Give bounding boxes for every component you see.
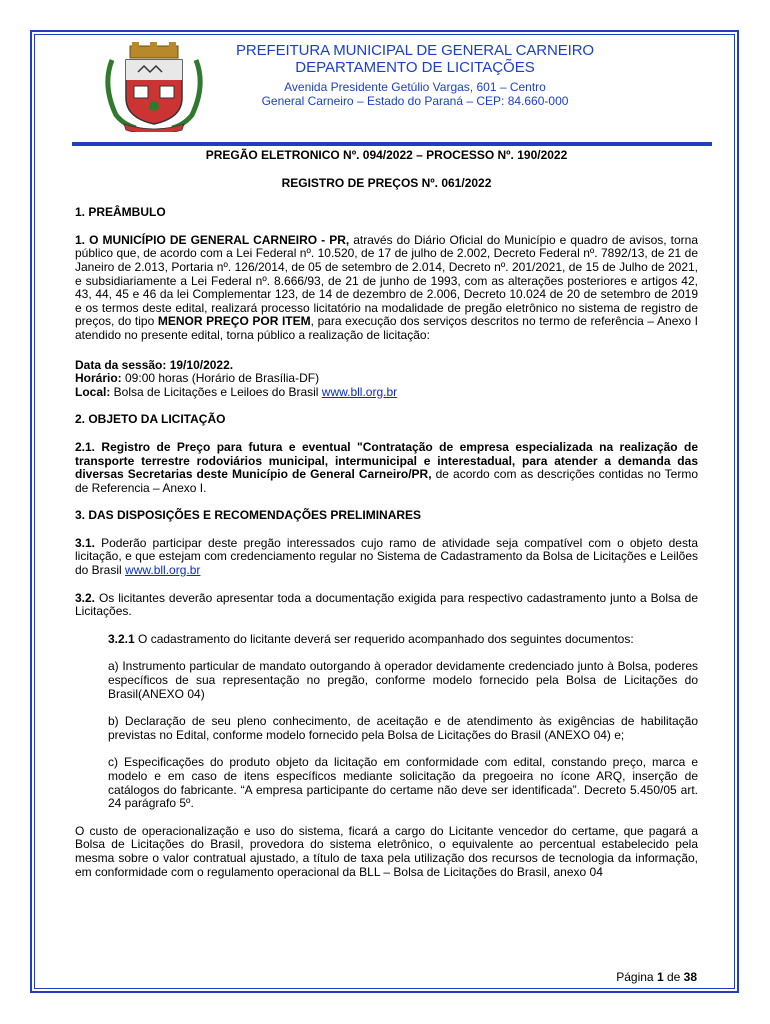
clause-3-2-text: Os licitantes deverão apresentar toda a documentação exigida para respectivo cadastramento junto a Bolsa de Licitações.	[75, 590, 698, 619]
preambulo-body-1: através do Diário Oficial do Município e quadro de avisos, torna público que, de acordo com a Lei Federal nº. 10.520, de 17 de julho de 2.002, Decreto Federal nº. 7892/13, de 21 de Janeiro de 2.013, Portaria nº. 126/2014, de 05 de setembro de 2.014, Decreto nº. 201/2021, de 15 de Julho de 2021, e subsidiariamente a Lei Federal nº. 8.666/93, de 21 de junho de 1993, com as alterações posteriores e artigos 42, 43, 44, 45 e 46 da lei Complementar 123, de 14 de dezembro de 2.006, Decreto 10.024 de 20 de setembro de 2019 e os termos deste edital, realizará processo licitatório na modalidade de pregão eletrônico no sistema de registro de preços, do tipo	[75, 232, 698, 329]
preambulo-body-2: , para execução dos serviços descritos no termo de referência – Anexo I atendido no presente edital, torna público a realização de licitação:	[75, 314, 698, 342]
clause-3-2-1-text: O cadastramento do licitante deverá ser requerido acompanhado dos seguintes documentos:	[134, 631, 634, 646]
doc-item-c: c) Especificações do produto objeto da licitação em conformidade com edital, constando preço, marca e modelo e em caso de itens específicos mediante solicitação da pregoeira no ícone ARQ, inserção de catálogos do fabricante. “A empresa participante do certame não deve ser identificada”. Decreto 5.450/05 art. 24 parágrafo 5º.	[108, 755, 698, 811]
clause-3-2-1-label: 3.2.1	[108, 631, 135, 646]
session-location-label: Local:	[75, 384, 111, 399]
registro-title: REGISTRO DE PREÇOS Nº. 061/2022	[281, 175, 492, 190]
pregao-title: PREGÃO ELETRONICO Nº. 094/2022 – PROCESSO Nº. 190/2022	[205, 148, 568, 162]
header-city: General Carneiro – Estado do Paraná – CEP: 84.660-000	[261, 94, 569, 108]
municipal-coat-of-arms-icon	[94, 40, 214, 132]
clause-3-1-text: Poderão participar deste pregão interessados cujo ramo de atividade seja compatível com o objeto desta licitação, e que estejam com credenciamento regular no Sistema de Cadastramento da Bolsa de Licitações e Leilões do Brasil	[75, 535, 698, 578]
document-body	[75, 149, 698, 879]
preambulo-paragraph	[75, 234, 698, 343]
bll-link[interactable]: www.bll.org.br	[321, 384, 398, 399]
clause-3-2	[75, 592, 698, 619]
section-3-heading: 3. DAS DISPOSIÇÕES E RECOMENDAÇÕES PRELIMINARES	[75, 508, 422, 523]
page-number-current: 1	[656, 970, 664, 984]
header-divider	[72, 142, 712, 146]
custo-paragraph: O custo de operacionalização e uso do sistema, ficará a cargo do Licitante vencedor do certame, que pagará a Bolsa de Licitações do Brasil, provedora do sistema eletrônico, o equivalente ao percentual estabelecido pela mesma sobre o valor contratual ajustado, a título de taxa pela utilização dos recursos de tecnologia da informação, em conformidade com o regulamento operacional da BLL – Bolsa de Licitações do Brasil, anexo 04	[75, 823, 698, 879]
session-time-value: 09:00 horas (Horário de Brasília-DF)	[121, 371, 320, 386]
objeto-paragraph	[75, 441, 698, 495]
menor-preco-emphasis: MENOR PREÇO POR ITEM	[157, 314, 311, 329]
clause-3-1-label: 3.1.	[75, 535, 96, 550]
clause-3-2-1	[75, 633, 698, 647]
doc-item-b: b) Declaração de seu pleno conhecimento, de aceitação e de atendimento às exigências de habilitação previstas no Edital, conforme modelo fornecido pela Bolsa de Licitações do Brasil (ANEXO 04) e;	[108, 714, 698, 742]
preambulo-lead: 1. O MUNICÍPIO DE GENERAL CARNEIRO - PR,	[75, 232, 350, 247]
header-address: Avenida Presidente Getúlio Vargas, 601 – Centro	[284, 80, 546, 94]
session-location	[75, 386, 698, 400]
page-number-total: 38	[683, 970, 697, 984]
session-time-label: Horário:	[75, 371, 122, 386]
clause-3-2-label: 3.2.	[75, 590, 96, 605]
header-departamento: DEPARTAMENTO DE LICITAÇÕES	[295, 59, 535, 76]
section-2-heading: 2. OBJETO DA LICITAÇÃO	[75, 412, 226, 427]
page-number-middle: de	[663, 970, 684, 984]
clause-3-1	[75, 537, 698, 578]
session-time	[75, 372, 698, 386]
session-date: Data da sessão: 19/10/2022.	[75, 357, 234, 372]
session-location-value: Bolsa de Licitações e Leiloes do Brasil	[110, 384, 322, 399]
doc-item-a: a) Instrumento particular de mandato outorgando à operador devidamente credenciado junto à Bolsa, poderes específicos de sua representação no pregão, conforme modelo fornecido pela Bolsa de Licitações do Brasil(ANEXO 04)	[108, 659, 698, 701]
bll-link-2[interactable]: www.bll.org.br	[125, 563, 201, 578]
page-number	[616, 970, 697, 984]
section-1-heading: 1. PREÂMBULO	[75, 205, 166, 220]
objeto-rest-text: de acordo com as descrições contidas no Termo de Referencia – Anexo I.	[75, 467, 698, 495]
objeto-bold-text: 2.1. Registro de Preço para futura e eventual "Contratação de empresa especializada na realização de transporte terrestre rodoviários municipal, intermunicipal e interestadual, para atender a demanda das diversas Secretarias deste Município de General Carneiro/PR,	[75, 439, 698, 482]
page-number-prefix: Página	[616, 970, 657, 984]
header-prefeitura: PREFEITURA MUNICIPAL DE GENERAL CARNEIRO	[235, 42, 594, 59]
